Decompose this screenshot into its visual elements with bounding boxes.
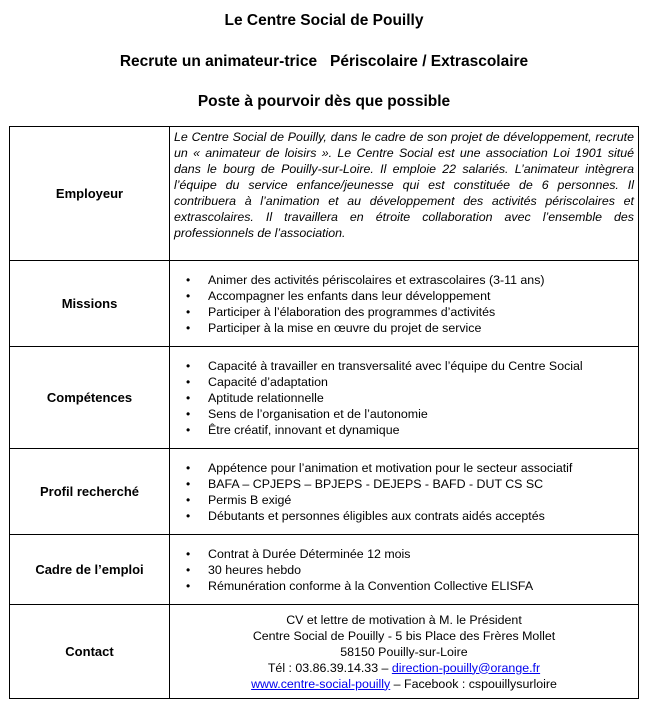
bullet-icon: • [186, 508, 191, 523]
label-contact: Contact [10, 605, 170, 699]
label-missions: Missions [10, 261, 170, 347]
email-link[interactable]: direction-pouilly@orange.fr [391, 660, 541, 675]
availability-heading: Poste à pourvoir dès que possible [197, 93, 451, 110]
bullet-icon: • [186, 288, 191, 303]
bullet-icon: • [186, 546, 191, 561]
list-item: • Sens de l’organisation et de l’autonomie [186, 406, 428, 421]
label-profil: Profil recherché [10, 449, 170, 535]
row-cadre [10, 535, 639, 605]
list-item: • Participer à la mise en œuvre du projet de service [186, 320, 482, 335]
bullet-icon: • [186, 358, 191, 373]
bullet-icon: • [186, 460, 191, 475]
label-competences: Compétences [10, 347, 170, 449]
list-item: • Participer à l’élaboration des programmes d’activités [186, 304, 496, 319]
value-missions [170, 261, 639, 347]
list-item: • Animer des activités périscolaires et extrascolaires (3-11 ans) [186, 272, 545, 287]
phone-text: Tél : 03.86.39.14.33 – [267, 660, 392, 675]
list-item: • Débutants et personnes éligibles aux contrats aidés acceptés [186, 508, 545, 523]
bullet-icon: • [186, 320, 191, 335]
list-item: • Accompagner les enfants dans leur développement [186, 288, 491, 303]
contact-web [170, 676, 638, 692]
list-item: • Contrat à Durée Déterminée 12 mois [186, 546, 411, 561]
row-employeur [10, 127, 639, 261]
missions-list [170, 272, 638, 336]
list-item: • 30 heures hebdo [186, 562, 302, 577]
list-item: • Capacité d’adaptation [186, 374, 328, 389]
bullet-icon: • [186, 476, 191, 491]
profil-list [170, 460, 638, 524]
value-contact [170, 605, 639, 699]
value-cadre [170, 535, 639, 605]
list-item: • Être créatif, innovant et dynamique [186, 422, 400, 437]
bullet-icon: • [186, 492, 191, 507]
row-missions [10, 261, 639, 347]
row-profil [10, 449, 639, 535]
list-item: • Aptitude relationnelle [186, 390, 324, 405]
label-cadre: Cadre de l’emploi [10, 535, 170, 605]
list-item: • Capacité à travailler en transversalité avec l’équipe du Centre Social [186, 358, 583, 373]
contact-line-1: CV et lettre de motivation à M. le Président [286, 612, 522, 627]
bullet-icon: • [186, 272, 191, 287]
contact-address: Centre Social de Pouilly - 5 bis Place des Frères Mollet [252, 628, 556, 643]
competences-list [170, 358, 638, 438]
value-profil [170, 449, 639, 535]
employeur-description: Le Centre Social de Pouilly, dans le cadre de son projet de développement, recrute un « animateur de loisirs ». Le Centre Social est une association Loi 1901 situé dans le bourg de Pouilly-sur-Loire. Il emploie 22 salariés. L’animateur intègrera l’équipe du service enfance/jeunesse qui est constituée de 6 personnes. Il contribuera à l’animation et au développement des activités périscolaires et extrascolaires. Il travaillera en étroite collaboration avec l’ensemble des professionnels de l’association. [174, 130, 634, 240]
bullet-icon: • [186, 562, 191, 577]
bullet-icon: • [186, 304, 191, 319]
contact-city: 58150 Pouilly-sur-Loire [340, 644, 468, 659]
label-employeur: Employeur [10, 127, 170, 261]
facebook-text: – Facebook : cspouillysurloire [390, 676, 557, 691]
page-title: Le Centre Social de Pouilly [224, 12, 424, 29]
row-contact [10, 605, 639, 699]
job-subtitle: Recrute un animateur-trice Périscolaire / Extrascolaire [119, 53, 529, 70]
value-competences [170, 347, 639, 449]
list-item: • Rémunération conforme à la Convention Collective ELISFA [186, 578, 534, 593]
list-item: • Appétence pour l’animation et motivation pour le secteur associatif [186, 460, 573, 475]
website-link[interactable]: www.centre-social-pouilly [251, 676, 391, 691]
job-offer-table [9, 126, 639, 699]
bullet-icon: • [186, 578, 191, 593]
bullet-icon: • [186, 422, 191, 437]
list-item: • Permis B exigé [186, 492, 292, 507]
row-competences [10, 347, 639, 449]
cadre-list [170, 546, 638, 594]
value-employeur [170, 127, 639, 261]
bullet-icon: • [186, 374, 191, 389]
bullet-icon: • [186, 406, 191, 421]
contact-phone-email [170, 660, 638, 676]
list-item: • BAFA – CPJEPS – BPJEPS - DEJEPS - BAFD - DUT CS SC [186, 476, 544, 491]
bullet-icon: • [186, 390, 191, 405]
